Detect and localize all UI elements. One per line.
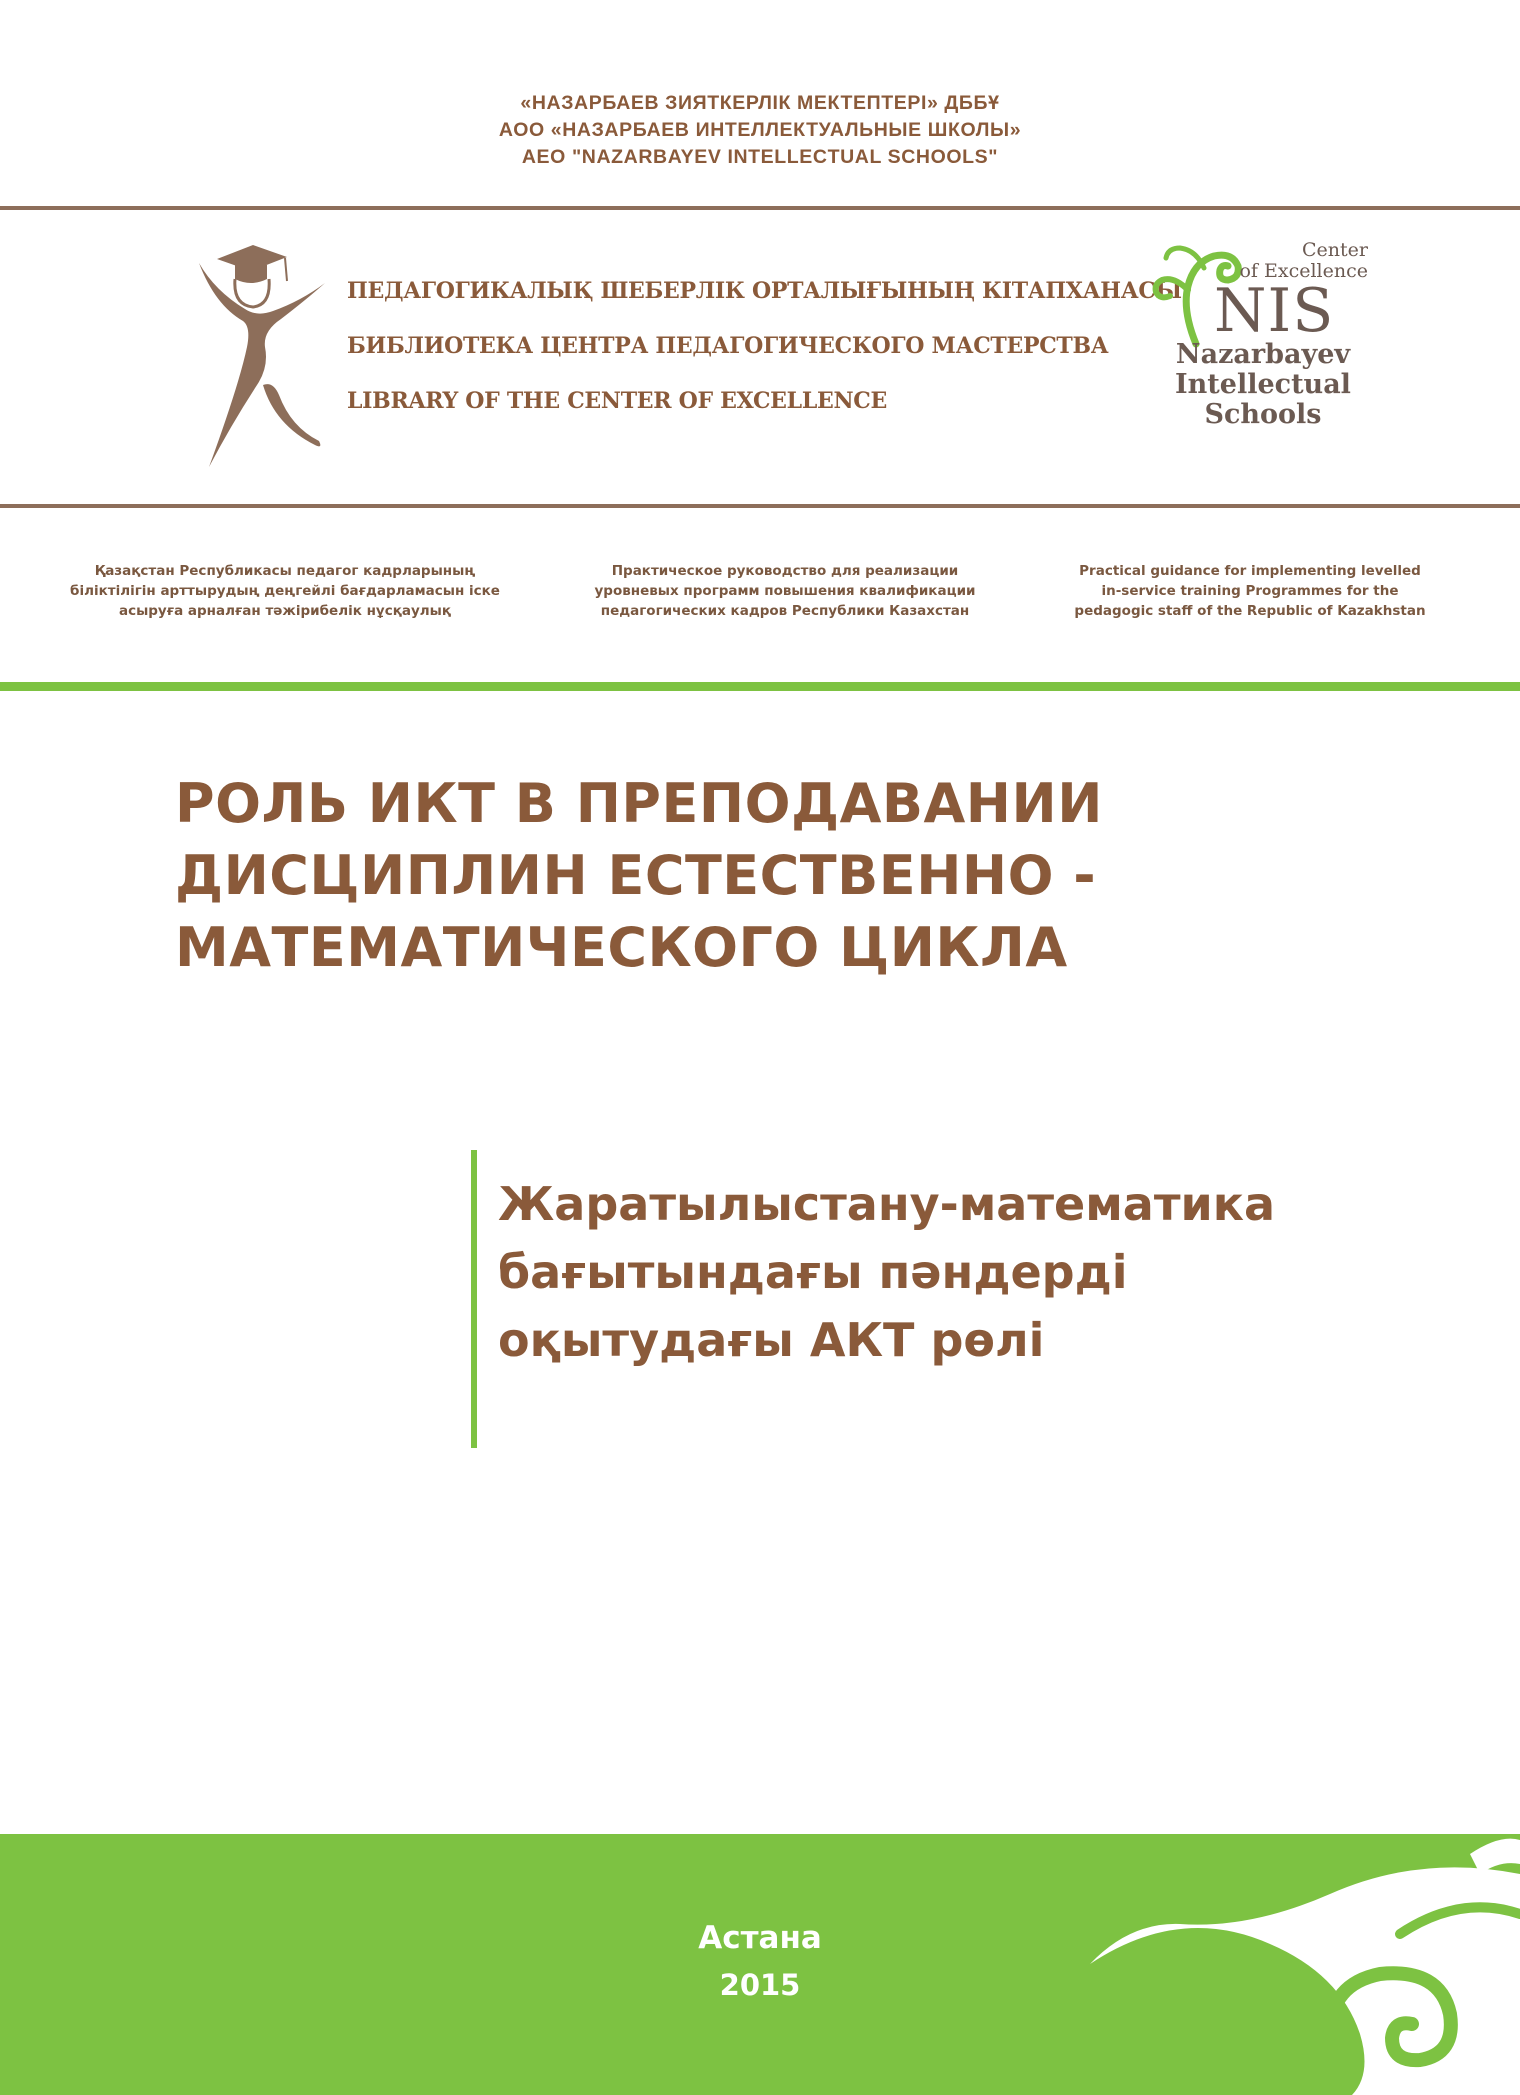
guidance-kz: [60, 561, 510, 621]
library-title-en: LIBRARY OF THE CENTER OF EXCELLENCE: [347, 388, 887, 414]
title-ru-line: ДИСЦИПЛИН ЕСТЕСТВЕННО -: [175, 844, 1097, 907]
publication-year: 2015: [719, 1968, 801, 2002]
nis-center-line1: Center: [1302, 239, 1368, 261]
main-title-ru: [175, 768, 1375, 984]
top-divider: [0, 206, 1520, 210]
org-name-en: AEO "NAZARBAYEV INTELLECTUAL SCHOOLS": [521, 146, 999, 168]
organization-header: [0, 90, 1520, 171]
title-kz-line: Жаратылыстану-математика: [498, 1177, 1275, 1231]
guidance-en-line: pedagogic staff of the Republic of Kazakhstan: [1074, 603, 1426, 619]
nis-logo-text: [1158, 240, 1368, 430]
title-ru-line: РОЛЬ ИКТ В ПРЕПОДАВАНИИ: [175, 772, 1103, 835]
library-title-block: [347, 278, 1182, 443]
nis-acronym: NIS: [1214, 276, 1335, 346]
guidance-ru: [560, 561, 1010, 621]
guidance-ru-line: педагогических кадров Республики Казахстан: [600, 603, 970, 619]
guidance-kz-line: біліктілігін арттырудың деңгейлі бағдарламасын іске: [70, 583, 500, 599]
guidance-en: [1040, 561, 1460, 621]
nis-name-line1: Nazarbayev: [1175, 339, 1351, 370]
ornament-swirl-icon: [0, 1834, 1520, 2095]
title-kz-block: [498, 1170, 1275, 1374]
library-title-ru: БИБЛИОТЕКА ЦЕНТРА ПЕДАГОГИЧЕСКОГО МАСТЕРСТВА: [347, 333, 1109, 359]
nis-name-line3: Schools: [1204, 399, 1322, 430]
org-name-kz: «НАЗАРБАЕВ ЗИЯТКЕРЛІК МЕКТЕПТЕРІ» ДББҰ: [520, 92, 1000, 114]
library-title-kz: ПЕДАГОГИКАЛЫҚ ШЕБЕРЛІК ОРТАЛЫҒЫНЫҢ КІТАПХАНАСЫ: [347, 278, 1182, 304]
footer-band: [0, 1834, 1520, 2095]
guidance-kz-line: Қазақстан Республикасы педагог кадрларының: [94, 563, 476, 579]
middle-divider: [0, 504, 1520, 508]
nis-name-line2: Intellectual: [1175, 369, 1351, 400]
guidance-en-line: Practical guidance for implementing levelled: [1079, 563, 1421, 579]
title-kz-line: оқытудағы АКТ рөлі: [498, 1313, 1045, 1367]
title-ru-line: МАТЕМАТИЧЕСКОГО ЦИКЛА: [175, 916, 1068, 979]
title-kz-line: бағытындағы пәндерді: [498, 1245, 1128, 1299]
publication-city: Астана: [698, 1920, 822, 1956]
library-figure-logo: [195, 235, 335, 475]
org-name-ru: АОО «НАЗАРБАЕВ ИНТЕЛЛЕКТУАЛЬНЫЕ ШКОЛЫ»: [498, 119, 1022, 141]
guidance-ru-line: уровневых программ повышения квалификации: [594, 583, 976, 599]
subtitle-accent-bar: [471, 1150, 477, 1448]
nis-center-line2: of Excellence: [1239, 260, 1368, 282]
guidance-en-line: in-service training Programmes for the: [1101, 583, 1399, 599]
guidance-ru-line: Практическое руководство для реализации: [611, 563, 959, 579]
guidance-kz-line: асыруға арналған тәжірибелік нұсқаулық: [118, 603, 452, 619]
green-divider: [0, 682, 1520, 691]
